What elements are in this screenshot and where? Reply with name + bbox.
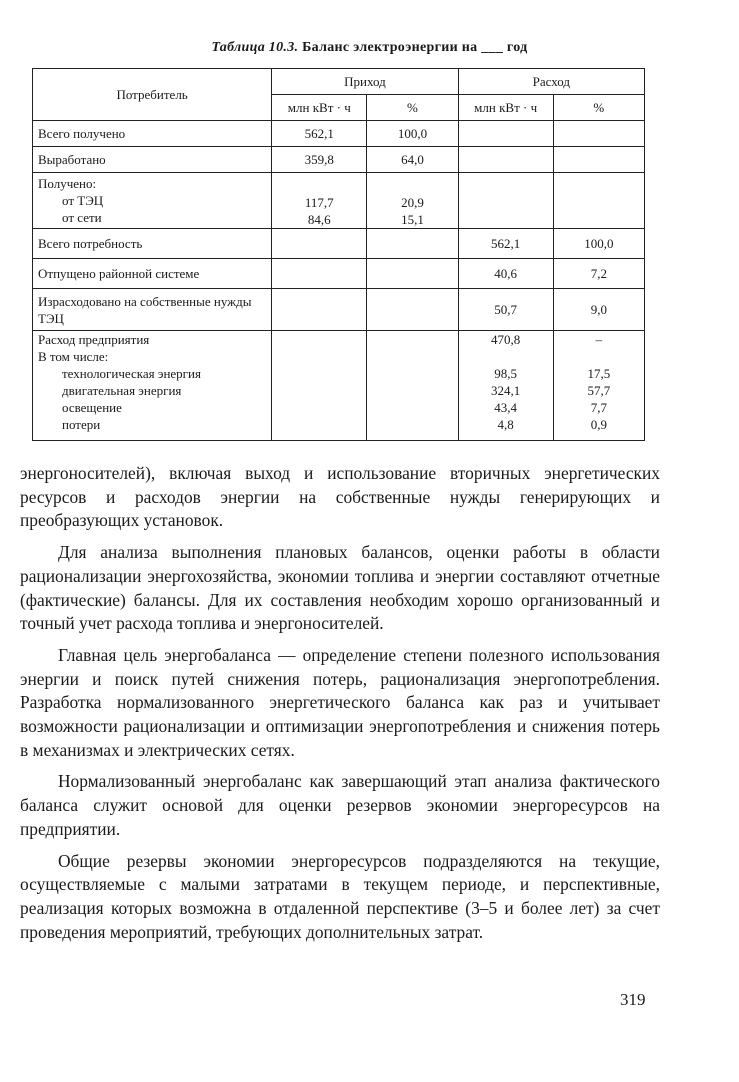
table-row [33, 289, 645, 331]
income-percent [367, 229, 458, 259]
paragraph: Главная цель энергобаланса — определение степени полезного использования энергии и поиск путей снижения потерь, рационализация энергопотребления. Разработка нормализованного энергетического баланса как раз и учитывает возможности рационализации и оптимизации энергопотребления и снижения потерь в механизмах и электрических сетях. [20, 644, 660, 760]
header-expense-unit: млн кВт · ч [458, 95, 553, 121]
row-sub-name: от сети [62, 210, 102, 225]
expense-percent-item: 17,5 [587, 366, 611, 381]
row-name [33, 331, 272, 441]
table-row [33, 259, 645, 289]
expense-value-item: 4,8 [497, 417, 514, 432]
page-number: 319 [620, 990, 646, 1009]
spacer [559, 348, 639, 365]
income-percent-item: 20,9 [401, 195, 424, 210]
income-percent-item: 15,1 [401, 212, 424, 227]
table-caption-label: Таблица 10.3. [211, 40, 299, 55]
expense-percent [553, 173, 644, 229]
income-percent [367, 173, 458, 229]
row-name: Отпущено районной системе [33, 259, 272, 289]
income-percent [367, 289, 458, 331]
expense-percent [553, 121, 644, 147]
table-row [33, 121, 645, 147]
expense-value: 562,1 [458, 229, 553, 259]
table-row [33, 173, 645, 229]
spacer [464, 348, 548, 365]
expense-value [458, 121, 553, 147]
expense-total: 470,8 [491, 332, 521, 347]
expense-total-percent: – [595, 332, 603, 347]
income-value: 359,8 [272, 147, 367, 173]
expense-percent: 7,2 [553, 259, 644, 289]
expense-percent-item: 57,7 [587, 383, 611, 398]
expense-value: 50,7 [458, 289, 553, 331]
expense-value-item: 43,4 [494, 400, 518, 415]
income-percent [367, 259, 458, 289]
row-sub-name: двигательная энергия [62, 383, 182, 398]
expense-value [458, 331, 553, 441]
row-sub-name: освещение [62, 400, 122, 415]
expense-percent [553, 331, 644, 441]
header-consumer: Потребитель [33, 69, 272, 121]
income-percent: 100,0 [367, 121, 458, 147]
energy-balance-table [32, 68, 645, 441]
table-caption-title: Баланс электроэнергии на ___ год [302, 40, 528, 55]
row-name-sub-heading: В том числе: [38, 349, 109, 364]
body-text [20, 462, 660, 952]
row-name: Израсходовано на собственные нужды ТЭЦ [33, 289, 272, 331]
table-row [33, 331, 645, 441]
paragraph: Нормализованный энергобаланс как завершающий этап анализа фактического баланса служит основой для оценки резервов экономии энергоресурсов на предприятии. [20, 771, 660, 839]
header-income: Приход [272, 69, 458, 95]
paragraph: Для анализа выполнения плановых балансов, оценки работы в области рационализации энергохозяйства, экономии топлива и энергии составляют отчетные (фактические) балансы. Для их составления необходим хорошо организованный и точный учет расхода топлива и энергоносителей. [20, 542, 660, 634]
header-expense: Расход [458, 69, 644, 95]
header-expense-percent: % [553, 95, 644, 121]
expense-percent: 9,0 [553, 289, 644, 331]
income-value [272, 331, 367, 441]
expense-value: 40,6 [458, 259, 553, 289]
table-row [33, 229, 645, 259]
paragraph: Общие резервы экономии энергоресурсов подразделяются на текущие, осуществляемые с малыми затратами в текущем периоде, и перспективные, реализация которых возможна в отдаленной перспективе (3–5 и более лет) за счет проведения мероприятий, требующих дополнительных затрат. [20, 850, 660, 942]
header-income-percent: % [367, 95, 458, 121]
row-name-main: Расход предприятия [38, 332, 150, 347]
row-name: Всего получено [33, 121, 272, 147]
expense-percent-item: 7,7 [590, 400, 607, 415]
income-value-item: 84,6 [307, 212, 331, 227]
expense-percent: 100,0 [553, 229, 644, 259]
row-sub-name: потери [62, 417, 101, 432]
income-value [272, 259, 367, 289]
table-row [33, 147, 645, 173]
expense-value [458, 147, 553, 173]
row-name-main: Получено: [38, 176, 97, 191]
row-sub-name: технологическая энергия [62, 366, 201, 381]
expense-value-item: 324,1 [491, 383, 521, 398]
income-percent: 64,0 [367, 147, 458, 173]
income-value [272, 173, 367, 229]
row-name: Выработано [33, 147, 272, 173]
income-value [272, 289, 367, 331]
expense-percent-item: 0,9 [590, 417, 607, 432]
income-value: 562,1 [272, 121, 367, 147]
income-percent [367, 331, 458, 441]
expense-percent [553, 147, 644, 173]
income-value-item: 117,7 [304, 195, 334, 210]
header-income-unit: млн кВт · ч [272, 95, 367, 121]
paragraph: энергоносителей), включая выход и использование вторичных энергетических ресурсов и расходов энергии на собственные нужды генерирующих и преобразующих установок. [20, 463, 660, 531]
table-caption [0, 40, 739, 56]
row-name: Всего потребность [33, 229, 272, 259]
expense-value-item: 98,5 [494, 366, 518, 381]
income-value [272, 229, 367, 259]
row-sub-name: от ТЭЦ [62, 193, 104, 208]
expense-value [458, 173, 553, 229]
row-name [33, 173, 272, 229]
